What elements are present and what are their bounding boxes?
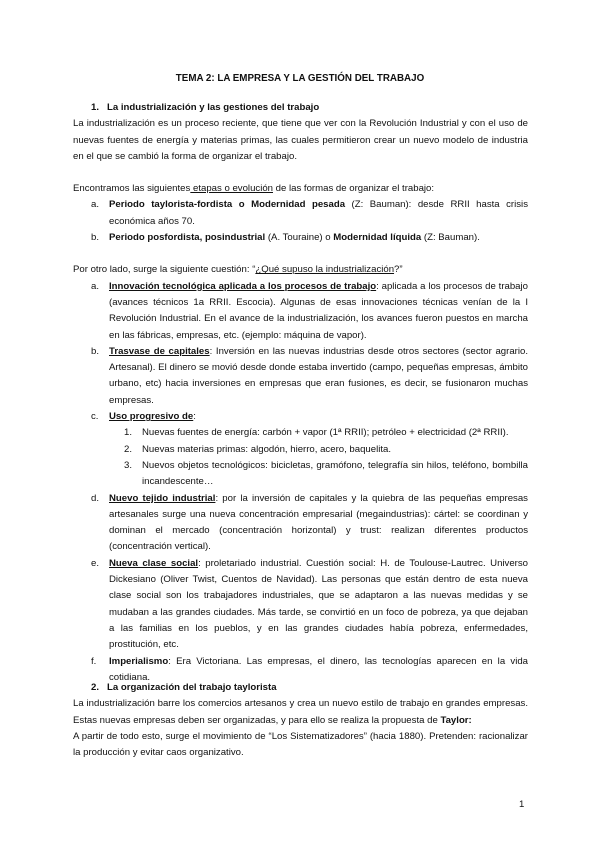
page-title: TEMA 2: LA EMPRESA Y LA GESTIÓN DEL TRABAJO: [175, 73, 425, 84]
list-item: [73, 409, 528, 490]
question-underlined: ¿Qué supuso la industrialización: [255, 264, 395, 276]
list-item-bold: Uso progresivo de: [109, 411, 194, 423]
stages-intro-pre: Encontramos las siguientes: [73, 183, 191, 195]
list-item-bold: Imperialismo: [109, 655, 169, 667]
list-item: [73, 230, 528, 246]
stages-intro: [73, 181, 528, 197]
list-item-text: : Inversión en las nuevas industrias desde otros sectores (sector agrario. Artesanal). El dinero se movió desde donde estaba invertido (campo, pequeñas empresas, ámbito urbano, etc) hacia inversiones en empresas que eran fusiones, es decir, se fusionaron muchas empresas.: [109, 345, 528, 406]
section-2-number: 2.: [91, 682, 100, 693]
section-2-heading: [73, 680, 528, 696]
list-item-text: (Z: Bauman).: [421, 232, 480, 244]
paragraph-end: :: [468, 714, 472, 726]
paragraph-bold: Taylor: [440, 714, 469, 726]
stages-list: [73, 197, 528, 246]
list-marker: e.: [91, 557, 100, 569]
list-item-text: :: [193, 411, 196, 423]
sub-list-text: Nuevas fuentes de energía: carbón + vapor (1ª RRII); petróleo + electricidad (2ª RRII).: [142, 427, 509, 439]
section-1-title: La industrialización y las gestiones del trabajo: [107, 102, 320, 113]
list-item-bold: Nueva clase social: [109, 557, 199, 569]
list-marker: c.: [91, 411, 99, 423]
list-item-text: (A. Touraine) o: [265, 232, 334, 244]
sub-list-item: [109, 425, 528, 441]
section-1-number: 1.: [91, 102, 100, 113]
list-marker: a.: [91, 280, 100, 292]
section-2-title: La organización del trabajo taylorista: [107, 682, 277, 693]
list-item-bold: Modernidad líquida: [333, 232, 422, 244]
sub-list-text: Nuevos objetos tecnológicos: bicicletas, gramófono, telegrafía sin hilos, teléfono, bombilla incandescente…: [142, 459, 528, 488]
sub-list-item: [109, 458, 528, 491]
list-item-bold: Periodo taylorista-fordista o Modernidad pesada: [109, 199, 346, 211]
question-post: ?”: [394, 264, 403, 276]
list-item: [73, 491, 528, 556]
sub-list-marker: 1.: [124, 427, 133, 439]
paragraph-text: La industrialización barre los comercios artesanos y crea un nuevo estilo de trabajo en grandes empresas. Estas nuevas empresas deben ser organizadas, y para ello se realiza la propuesta de: [73, 698, 528, 726]
list-item: [73, 197, 528, 230]
sub-list-text: Nuevas materias primas: algodón, hierro, acero, baquelita.: [142, 443, 392, 455]
question-line: [73, 262, 528, 278]
list-item-bold: Periodo posfordista, posindustrial: [109, 232, 266, 244]
section-2-paragraph-2: A partir de todo esto, surge el movimiento de “Los Sistematizadores” (hacia 1880). Pretenden: racionalizar la producción y evitar caos organizativo.: [73, 730, 528, 759]
answers-list: [73, 279, 528, 686]
page-number: 1: [519, 799, 525, 810]
list-marker: a.: [91, 199, 100, 211]
list-item-text: : proletariado industrial. Cuestión social: H. de Toulouse-Lautrec. Universo Dickesiano (Oliver Twist, Cuentos de Navidad). Las personas que están dentro de esta nueva clase social son los trabajadores industriales, que se adaptaron a las nuevas medidas y se mudaban a las grandes ciudades. Más tarde, se convirtió en un foco de pobreza, ya que dejaban a las familias en los pueblos, y en las grandes ciudades había pobreza, enfermedades, prostitución, etc.: [109, 557, 528, 651]
list-item: [73, 344, 528, 409]
sub-list-marker: 3.: [124, 459, 133, 471]
list-item: [73, 279, 528, 344]
stages-intro-underlined: etapas o evolución: [190, 183, 273, 195]
list-marker: b.: [91, 345, 100, 357]
section-2-paragraph-1: [73, 696, 528, 729]
question-pre: Por otro lado, surge la siguiente cuestión: “: [73, 264, 256, 276]
list-item-text: (Z: Bauman): desde RRII hasta crisis económica años 70.: [109, 199, 528, 227]
section-1-intro: La industrialización es un proceso reciente, que tiene que ver con la Revolución Industrial y con el uso de nuevas fuentes de energía y materias primas, las cuales permitieron crear un nuevo modelo de industria en el que se cambió la forma de organizar el trabajo.: [73, 118, 528, 162]
list-marker: f.: [91, 655, 97, 667]
section-2: [73, 680, 528, 761]
list-item-bold: Innovación tecnológica aplicada a los procesos de trabajo: [109, 280, 377, 292]
list-marker: b.: [91, 232, 100, 244]
sub-list: [109, 425, 528, 490]
section-1-heading: [73, 100, 528, 116]
list-item-text: : Era Victoriana. Las empresas, el dinero, las tecnologías aparecen en la vida cotidiana.: [109, 655, 528, 683]
list-item-bold: Nuevo tejido industrial: [109, 492, 216, 504]
list-item-text: : aplicada a los procesos de trabajo (avances técnicos 1a RRII. Escocia). Algunas de esas innovaciones técnicas venían de la I Revolución Industrial. En el avance de la industrialización, los avances fueron puestos en marcha en las fábricas, empresas, etc. (ejemplo: máquina de vapor).: [109, 280, 528, 341]
list-item-bold: Trasvase de capitales: [109, 345, 210, 357]
list-item-text: : por la inversión de capitales y la quiebra de las pequeñas empresas artesanales surge una nueva concentración empresarial (megaindustrias): cártel: se coordinan y dominan el mercado (concentración horizontal) y trust: realizan diferentes productos (concentración vertical).: [109, 492, 528, 553]
list-marker: d.: [91, 492, 100, 504]
section-1: [73, 100, 528, 686]
list-item: [73, 556, 528, 654]
sub-list-marker: 2.: [124, 443, 133, 455]
sub-list-item: [109, 442, 528, 458]
stages-intro-post: de las formas de organizar el trabajo:: [273, 183, 435, 195]
